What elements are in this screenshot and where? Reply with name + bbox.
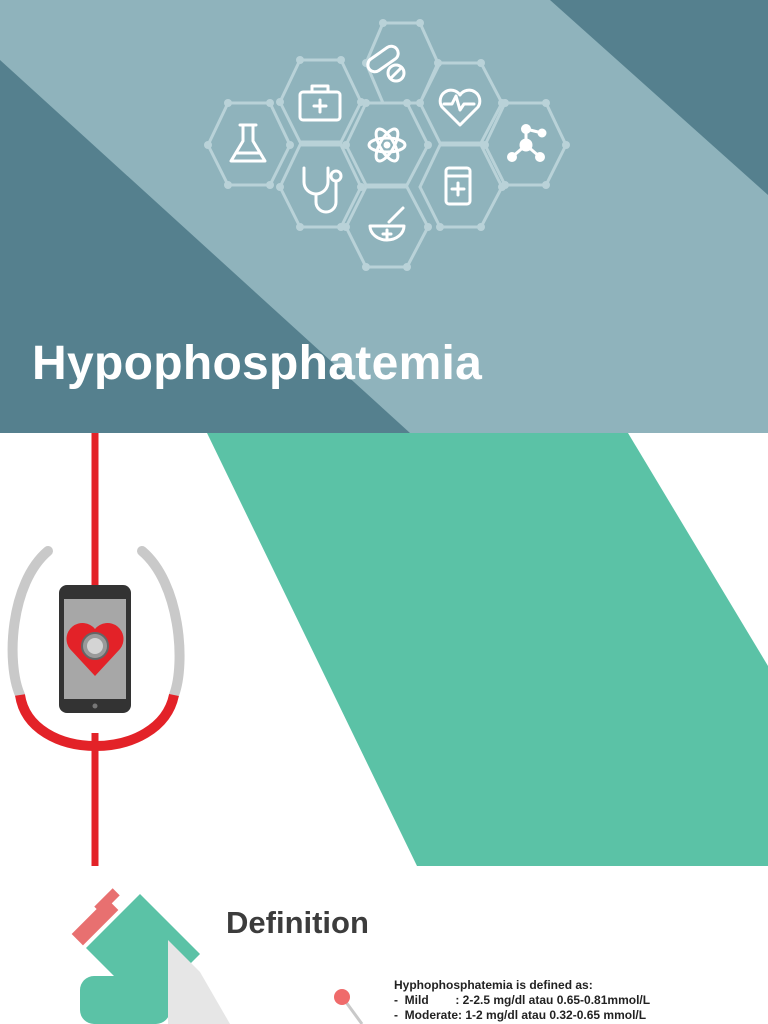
teal-parallelogram: [207, 433, 768, 866]
dark-triangle-right: [550, 0, 768, 195]
mortar-pestle-icon: [370, 208, 404, 240]
medicine-bottle-icon: [446, 168, 470, 204]
background-slide: [0, 433, 768, 866]
definition-mild-line: [394, 993, 650, 1007]
definition-slide-art: [0, 866, 768, 1024]
definition-intro: Hyphophosphatemia is defined as:: [394, 978, 593, 992]
background-slide-art: [0, 433, 768, 866]
definition-moderate-dash: -: [394, 1008, 405, 1022]
syringe-icon: [72, 888, 230, 1024]
molecule-icon: [509, 126, 546, 161]
atom-icon: [369, 126, 405, 164]
stethoscope-icon: [304, 168, 341, 212]
heart-monitor-icon: [440, 90, 480, 125]
definition-mild: Mild : 2-2.5 mg/dl atau 0.65-0.81mmol/L: [404, 993, 651, 1007]
definition-heading: Definition: [226, 905, 369, 940]
first-aid-kit-icon: [300, 86, 340, 120]
stethoscope-tube-right-upper: [142, 551, 180, 695]
definition-slide: [0, 866, 768, 1024]
pin-icon: [334, 989, 362, 1024]
presentation-title: Hypophosphatemia: [32, 337, 483, 390]
title-slide: [0, 0, 768, 433]
definition-mild-dash: -: [394, 993, 405, 1007]
stethoscope-tube-left-upper: [13, 551, 48, 695]
definition-moderate: Moderate: 1-2 mg/dl atau 0.32-0.65 mmol/L: [404, 1008, 647, 1022]
definition-moderate-line: [394, 1008, 646, 1022]
flask-icon: [231, 125, 265, 161]
